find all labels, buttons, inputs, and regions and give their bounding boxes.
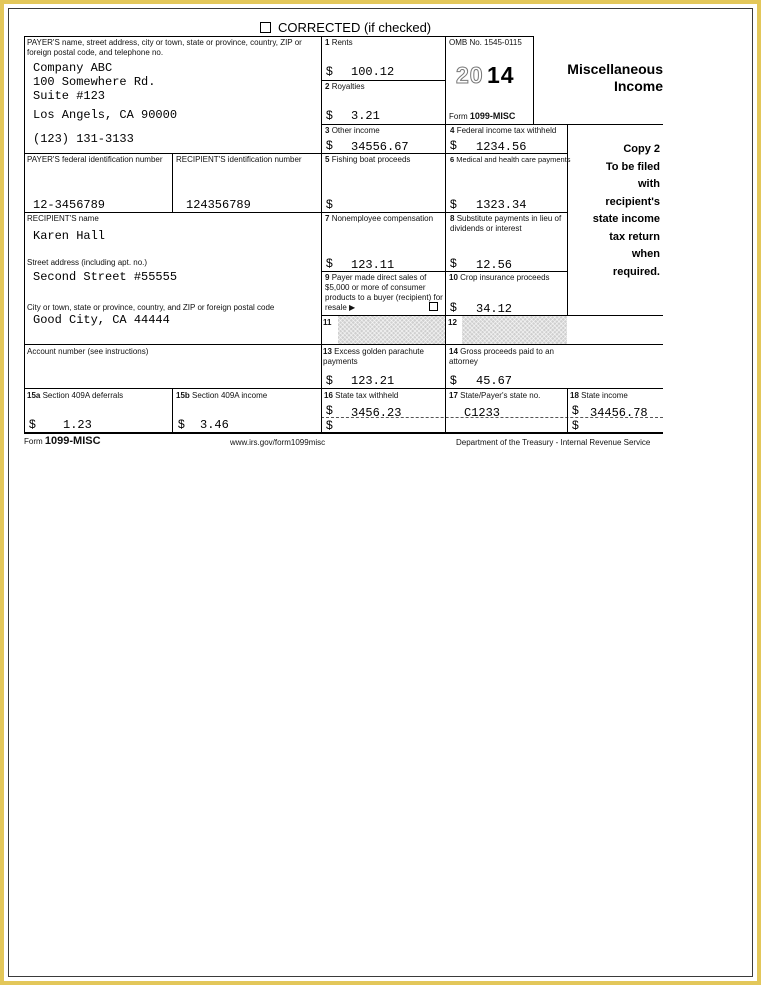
grid-line — [24, 36, 533, 37]
grid-line — [567, 124, 568, 315]
form-year-prefix: 20 — [456, 62, 484, 88]
box-13-dollar: $ — [326, 373, 333, 387]
box-7-dollar: $ — [326, 256, 333, 270]
box-8-dollar: $ — [450, 256, 457, 270]
box-18-value[interactable]: 34456.78 — [590, 406, 648, 420]
payer-label: PAYER'S name, street address, city or town, state or province, country, ZIP or foreign postal code, and telephone no. — [27, 38, 302, 57]
box-1-label: 1 Rents — [325, 38, 353, 47]
box-16-value[interactable]: 3456.23 — [351, 406, 402, 420]
grid-line — [24, 36, 25, 433]
box-5-label: 5 Fishing boat proceeds — [325, 155, 411, 164]
recipient-city[interactable]: Good City, CA 44444 — [33, 313, 170, 327]
omb-number: OMB No. 1545-0115 — [449, 38, 522, 47]
box-16-label: 16 State tax withheld — [324, 391, 399, 400]
box-10-value[interactable]: 34.12 — [476, 302, 513, 316]
footer-url: www.irs.gov/form1099misc — [230, 438, 326, 447]
box-12-label: 12 — [448, 318, 457, 327]
form-title-line1: Miscellaneous — [567, 61, 663, 77]
box-16-dollar-2: $ — [326, 418, 333, 432]
grid-line — [172, 388, 173, 433]
recipient-street-label: Street address (including apt. no.) — [27, 258, 148, 267]
box-14-label: 14 Gross proceeds paid to an attorney — [449, 347, 554, 366]
box-3-value[interactable]: 34556.67 — [351, 140, 409, 154]
box-8-value[interactable]: 12.56 — [476, 258, 513, 272]
grid-line — [24, 212, 321, 213]
account-number-label: Account number (see instructions) — [27, 347, 149, 356]
box-15b-label: 15b Section 409A income — [176, 391, 268, 400]
box-8-label: 8 Substitute payments in lieu of dividends or interest — [450, 214, 562, 233]
box-2-label: 2 Royalties — [325, 82, 365, 91]
copy-line: To be filed — [605, 160, 660, 173]
box-3-label: 3 Other income — [325, 126, 380, 135]
payer-name[interactable]: Company ABC — [33, 61, 113, 75]
box-17-label: 17 State/Payer's state no. — [449, 391, 541, 400]
copy-line: when — [631, 248, 660, 260]
payer-fed-id-label: PAYER'S federal identification number — [27, 155, 163, 164]
recipient-name-label: RECIPIENT'S name — [27, 214, 99, 223]
copy-line: with — [638, 178, 660, 190]
box-15b-dollar: $ — [178, 417, 185, 431]
box-18-label: 18 State income — [570, 391, 628, 400]
box-13-label: 13 Excess golden parachute payments — [323, 347, 424, 366]
copy-line: recipient's — [605, 195, 660, 208]
grid-line — [567, 388, 568, 433]
box-3-dollar: $ — [326, 138, 333, 152]
box-18-dollar: $ — [572, 403, 579, 417]
box-1-value[interactable]: 100.12 — [351, 65, 395, 79]
box-12-shade — [462, 316, 567, 344]
copy-line: required. — [612, 265, 660, 278]
box-4-dollar: $ — [450, 138, 457, 152]
box-2-dollar: $ — [326, 108, 333, 122]
box-11-shade — [338, 316, 445, 344]
footer-department: Department of the Treasury - Internal Revenue Service — [456, 438, 651, 447]
copy-notice — [570, 141, 660, 281]
box-9-label: 9 Payer made direct sales of $5,000 or more of consumer products to a buyer (recipient) for resale ▶ — [325, 273, 443, 312]
box-5-dollar: $ — [326, 197, 333, 211]
grid-line — [172, 153, 173, 212]
box-7-label: 7 Nonemployee compensation — [325, 214, 434, 223]
box-7-value[interactable]: 123.11 — [351, 258, 395, 272]
recipient-id-label: RECIPIENT'S identification number — [176, 155, 302, 164]
box-10-label: 10 Crop insurance proceeds — [449, 273, 550, 282]
box-1-dollar: $ — [326, 64, 333, 78]
recipient-city-label: City or town, state or province, country, and ZIP or foreign postal code — [27, 303, 275, 312]
recipient-street[interactable]: Second Street #55555 — [33, 270, 178, 284]
form-title — [540, 61, 663, 95]
copy-line: state income — [592, 213, 660, 225]
box-14-value[interactable]: 45.67 — [476, 374, 513, 388]
grid-line — [24, 344, 663, 345]
recipient-name[interactable]: Karen Hall — [33, 229, 106, 243]
form-title-line2: Income — [613, 78, 663, 94]
grid-line — [321, 80, 445, 81]
box-14-dollar: $ — [450, 373, 457, 387]
payer-street[interactable]: 100 Somewhere Rd. — [33, 75, 156, 89]
form-year-suffix: 14 — [487, 62, 515, 88]
corrected-label: CORRECTED (if checked) — [278, 20, 432, 35]
copy-line: Copy 2 — [623, 143, 660, 155]
recipient-id[interactable]: 124356789 — [186, 198, 251, 212]
grid-line — [533, 36, 534, 124]
box-10-dollar: $ — [450, 300, 457, 314]
box-15a-value[interactable]: 1.23 — [63, 418, 92, 432]
payer-suite[interactable]: Suite #123 — [33, 89, 106, 103]
copy-line: tax return — [609, 230, 660, 243]
box-15a-dollar: $ — [29, 417, 36, 431]
box-2-value[interactable]: 3.21 — [351, 109, 380, 123]
payer-city[interactable]: Los Angels, CA 90000 — [33, 108, 178, 122]
box-13-value[interactable]: 123.21 — [351, 374, 395, 388]
box-6-dollar: $ — [450, 197, 457, 211]
box-6-value[interactable]: 1323.34 — [476, 198, 527, 212]
box-6-label: 6 Medical and health care payments — [450, 155, 571, 164]
corrected-checkbox[interactable] — [260, 22, 271, 33]
grid-line — [445, 36, 446, 433]
box-15b-value[interactable]: 3.46 — [200, 418, 229, 432]
box-9-checkbox[interactable] — [429, 302, 438, 311]
omb-form-name: Form 1099-MISC — [449, 111, 516, 121]
payer-fed-id[interactable]: 12-3456789 — [33, 198, 106, 212]
box-15a-label: 15a Section 409A deferrals — [27, 391, 124, 400]
box-16-dollar: $ — [326, 403, 333, 417]
box-17-value[interactable]: C1233 — [464, 406, 501, 420]
box-18-dollar-2: $ — [572, 418, 579, 432]
box-11-label: 11 — [323, 318, 332, 327]
footer-form-name: Form 1099-MISC — [24, 435, 101, 447]
box-4-value[interactable]: 1234.56 — [476, 140, 527, 154]
grid-line — [321, 124, 663, 125]
payer-phone[interactable]: (123) 131-3133 — [33, 132, 134, 146]
grid-line — [321, 212, 567, 213]
box-4-label: 4 Federal income tax withheld — [450, 126, 557, 135]
grid-line — [321, 36, 322, 433]
